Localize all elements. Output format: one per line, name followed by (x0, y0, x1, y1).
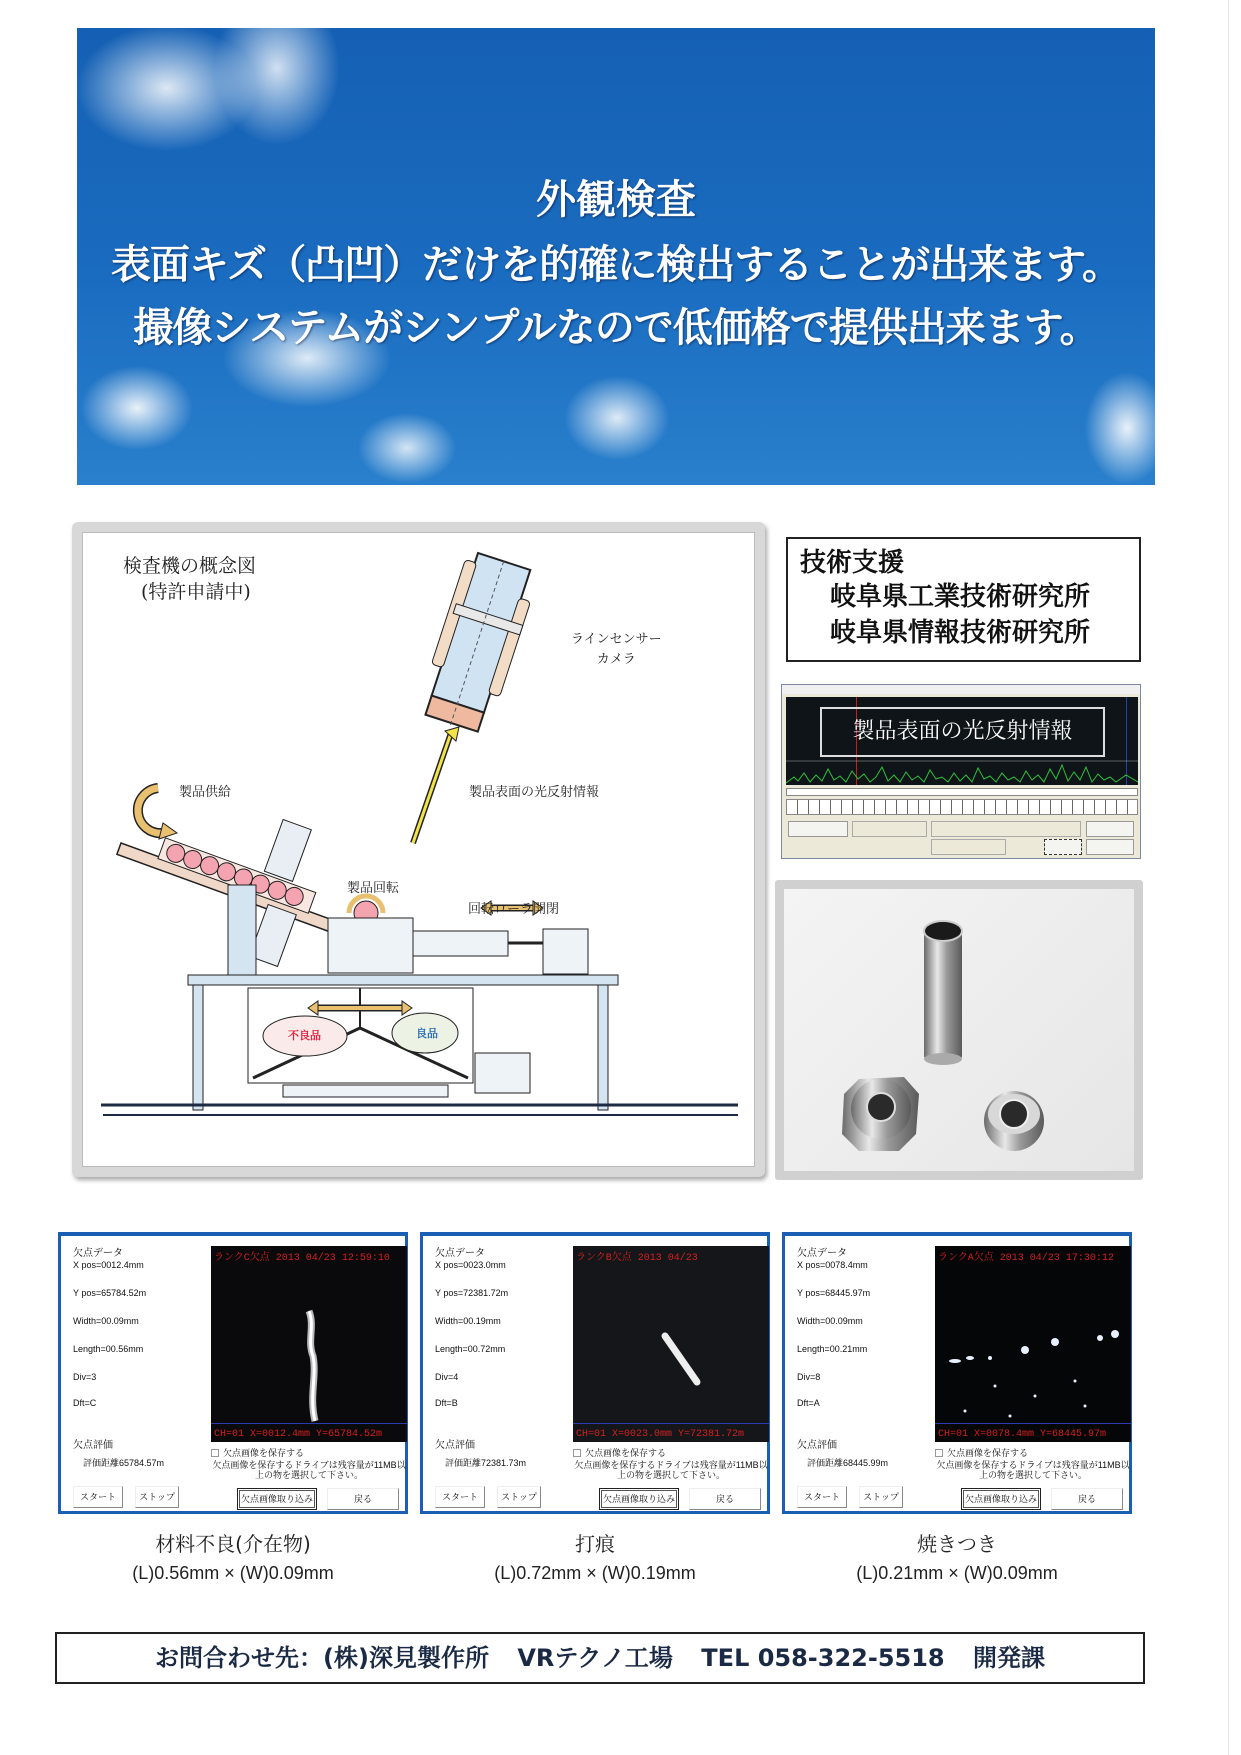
sw-setting-button[interactable] (788, 821, 848, 837)
eval-distance: 評価距離72381.73m (445, 1458, 527, 1468)
diagram-title-text: 検査機の概念図 (123, 555, 257, 577)
software-titlebar (782, 685, 1140, 694)
x-pos: X pos=0078.4mm (797, 1260, 868, 1270)
image-footer-text: CH=01 X=0012.4mm Y=65784.52m (214, 1429, 383, 1440)
sw-mode-button[interactable] (1044, 839, 1082, 855)
defect-window-3 (782, 1232, 1132, 1514)
analysis-software-screenshot (781, 684, 1141, 859)
back-button[interactable]: 戻る (689, 1488, 761, 1510)
drive-note: 欠点画像を保存するドライブは残容量が11MB以上の物を選択して下さい。 (936, 1460, 1130, 1480)
scan-line (573, 1423, 769, 1424)
import-defect-image-button[interactable]: 欠点画像取り込み (237, 1488, 317, 1510)
reject-bin-label: 不良品 (288, 1029, 321, 1042)
save-image-checkbox[interactable]: 欠点画像を保存する (211, 1446, 304, 1459)
contact-phone: TEL 058-322-5518 (701, 1644, 945, 1672)
rotation-label: 製品回転 (347, 881, 400, 896)
defect-type: 焼きつき (917, 1532, 997, 1556)
defect-image (935, 1246, 1131, 1442)
defect-data-title: 欠点データ (797, 1248, 847, 1259)
sw-filter-group (852, 821, 927, 837)
y-pos: Y pos=72381.72m (435, 1288, 509, 1298)
start-button[interactable]: スタート (797, 1486, 847, 1508)
div-value: Div=8 (797, 1372, 821, 1382)
software-controls (786, 819, 1138, 857)
banner-tagline-1: 表面キズ（凸凹）だけを的確に検出することが出来ます。 (111, 242, 1121, 288)
drive-note: 欠点画像を保存するドライブは残容量が11MB以上の物を選択して下さい。 (574, 1460, 768, 1480)
inclusion-defect-visual (211, 1246, 407, 1442)
eval-distance: 評価距離68445.99m (807, 1458, 889, 1468)
machine-illustration (83, 533, 756, 1168)
camera-label: ラインセンサー カメラ (571, 632, 662, 667)
defect-window-2 (420, 1232, 770, 1514)
waveform (786, 755, 1138, 785)
banner-title: 外観検査 (536, 177, 696, 223)
contact-company: お問合わせ先：(株)深見製作所 (155, 1644, 489, 1672)
sw-display-group (931, 839, 1006, 855)
product-photo (784, 889, 1134, 1171)
image-footer-text: CH=01 X=0023.0mm Y=72381.72m (576, 1429, 745, 1440)
drive-note: 欠点画像を保存するドライブは残容量が11MB以上の物を選択して下さい。 (212, 1460, 406, 1480)
reflection-graph (786, 697, 1138, 785)
page-edge (1228, 0, 1229, 1755)
contact-department: 開発課 (972, 1644, 1045, 1672)
image-header-text: ランクC欠点 2013 04/23 12:59:10 (214, 1253, 390, 1264)
scan-line (935, 1423, 1131, 1424)
seizure-defect-visual (935, 1246, 1131, 1442)
accept-bin-label: 良品 (416, 1027, 438, 1040)
sw-action-button[interactable] (1086, 821, 1134, 837)
tech-support-box (786, 537, 1141, 662)
sw-data-group (931, 821, 1081, 837)
image-header-text: ランクB欠点 2013 04/23 (576, 1253, 698, 1264)
defect-width: Width=00.09mm (73, 1316, 139, 1326)
defect-caption-2 (420, 1530, 770, 1588)
y-pos: Y pos=68445.97m (797, 1288, 871, 1298)
image-footer-text: CH=01 X=0078.4mm Y=68445.97m (938, 1429, 1107, 1440)
diagram-subtitle: (特許申請中) (141, 581, 251, 603)
roller-label: 回転ローラ開閉 (468, 902, 560, 917)
defect-caption-1 (58, 1530, 408, 1588)
defect-size: (L)0.56mm × (W)0.09mm (132, 1563, 334, 1583)
contact-division: VRテクノ工場 (517, 1644, 673, 1672)
defect-type: 打痕 (575, 1532, 615, 1556)
image-header-text: ランクA欠点 2013 04/23 17:30:12 (938, 1253, 1114, 1264)
defect-length: Length=00.56mm (73, 1344, 144, 1354)
div-value: Div=3 (73, 1372, 97, 1382)
stop-button[interactable]: ストップ (859, 1486, 903, 1508)
eval-distance: 評価距離65784.57m (83, 1458, 165, 1468)
line-sensor-camera-icon (414, 550, 539, 740)
defect-image (211, 1246, 407, 1442)
defect-width: Width=00.19mm (435, 1316, 501, 1326)
metal-parts-image (784, 889, 1134, 1171)
concept-diagram (82, 532, 755, 1167)
checkbox-icon[interactable] (573, 1449, 581, 1457)
contact-bar (55, 1632, 1145, 1684)
support-heading: 技術支援 (800, 548, 905, 578)
horizontal-scrollbar[interactable] (786, 788, 1138, 796)
defect-eval-title: 欠点評価 (435, 1440, 475, 1451)
import-defect-image-button[interactable]: 欠点画像取り込み (599, 1488, 679, 1510)
scan-line (211, 1423, 407, 1424)
sw-back-button[interactable] (1086, 839, 1134, 855)
defect-window-1 (58, 1232, 408, 1514)
banner-tagline-2: 撮像システムがシンプルなので低価格で提供出来ます。 (133, 305, 1099, 351)
defect-image (573, 1246, 769, 1442)
defect-caption-3 (782, 1530, 1132, 1588)
stop-button[interactable]: ストップ (135, 1486, 179, 1508)
defect-length: Length=00.72mm (435, 1344, 506, 1354)
start-button[interactable]: スタート (435, 1486, 485, 1508)
start-button[interactable]: スタート (73, 1486, 123, 1508)
y-pos: Y pos=65784.52m (73, 1288, 147, 1298)
concept-diagram-frame (72, 522, 765, 1177)
channel-grid (786, 799, 1138, 815)
support-org-2: 岐阜県情報技術研究所 (830, 618, 1091, 648)
dft-value: Dft=A (797, 1398, 820, 1408)
save-image-checkbox[interactable]: 欠点画像を保存する (935, 1446, 1028, 1459)
product-photo-frame (775, 880, 1143, 1180)
support-org-1: 岐阜県工業技術研究所 (830, 582, 1091, 612)
defect-eval-title: 欠点評価 (73, 1440, 113, 1451)
defect-data-title: 欠点データ (435, 1248, 485, 1259)
stop-button[interactable]: ストップ (497, 1486, 541, 1508)
defect-data-title: 欠点データ (73, 1248, 123, 1259)
back-button[interactable]: 戻る (327, 1488, 399, 1510)
graph-caption: 製品表面の光反射情報 (820, 707, 1105, 757)
x-pos: X pos=0012.4mm (73, 1260, 144, 1270)
supply-label: 製品供給 (179, 785, 232, 800)
back-button[interactable]: 戻る (1051, 1488, 1123, 1510)
x-pos: X pos=0023.0mm (435, 1260, 506, 1270)
defect-eval-title: 欠点評価 (797, 1440, 837, 1451)
dent-defect-visual (573, 1246, 769, 1442)
defect-width: Width=00.09mm (797, 1316, 863, 1326)
reflection-label: 製品表面の光反射情報 (469, 785, 600, 800)
save-image-checkbox[interactable]: 欠点画像を保存する (573, 1446, 666, 1459)
div-value: Div=4 (435, 1372, 459, 1382)
checkbox-icon[interactable] (935, 1449, 943, 1457)
defect-type: 材料不良(介在物) (155, 1532, 311, 1556)
dft-value: Dft=B (435, 1398, 458, 1408)
checkbox-icon[interactable] (211, 1449, 219, 1457)
hero-banner (77, 28, 1155, 485)
defect-length: Length=00.21mm (797, 1344, 868, 1354)
dft-value: Dft=C (73, 1398, 97, 1408)
import-defect-image-button[interactable]: 欠点画像取り込み (961, 1488, 1041, 1510)
defect-size: (L)0.21mm × (W)0.09mm (856, 1563, 1058, 1583)
defect-size: (L)0.72mm × (W)0.19mm (494, 1563, 696, 1583)
